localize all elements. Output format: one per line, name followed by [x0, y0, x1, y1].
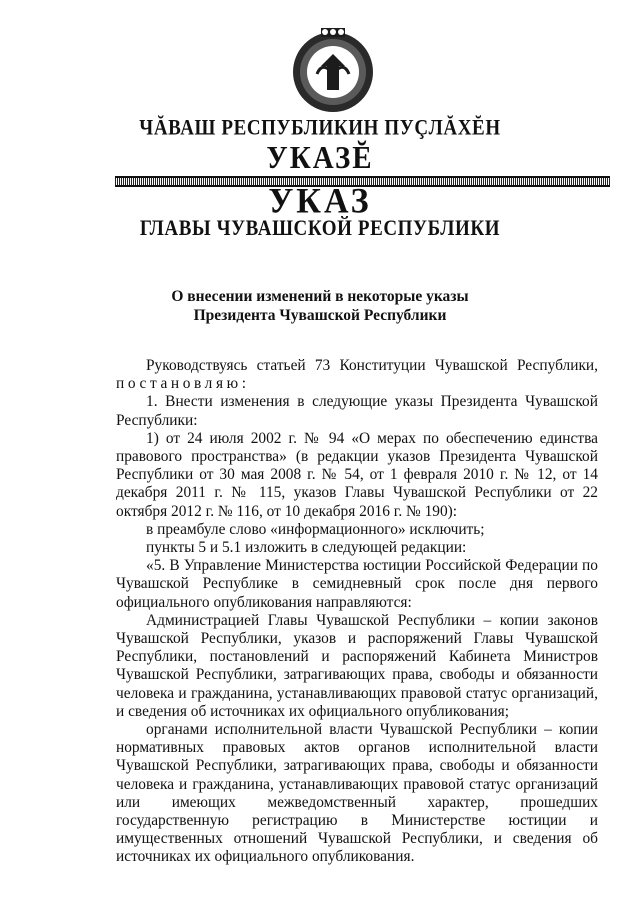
- decree-body: [116, 357, 598, 867]
- decree-label: УКАЗ: [268, 182, 372, 221]
- resolution-word: постановляю:: [116, 375, 250, 393]
- paragraph-administration: Администрацией Главы Чувашской Республики – копии законов Чувашской Республики, указов и распоряжений Главы Чувашской Республики, постановлений и распоряжений Кабинета Министров Чувашской Республики, затрагивающих права, свободы и обязанности человека и гражданина, устанавливающих правовой статус организаций, и сведения об источниках их официального опубликования;: [116, 611, 598, 720]
- paragraph-subitem-1: 1) от 24 июля 2002 г. № 94 «О мерах по обеспечению единства правового пространства» (в редакции указов Президента Чувашской Республики от 30 мая 2008 г. № 54, от 1 февраля 2010 г. № 12, от 14 декабря 2011 г. № 115, указов Главы Чувашской Республики от 22 октября 2012 г. № 116, от 10 декабря 2016 г. № 190):: [116, 429, 598, 520]
- paragraph-item-1: 1. Внести изменения в следующие указы Президента Чувашской Республики:: [116, 393, 598, 429]
- chuvash-title: ЧĂВАШ РЕСПУБЛИКИН ПУÇЛĂХĔН: [139, 116, 501, 141]
- subject-line-1: О внесении изменений в некоторые указы: [171, 288, 469, 305]
- paragraph-preamble-change: в преамбуле слово «информационного» исключить;: [146, 520, 485, 538]
- chuvash-decree-label: УКАЗĔ: [266, 140, 374, 176]
- preamble-text: Руководствуясь статьей 73 Конституции Чувашской Республики,: [146, 357, 598, 374]
- paragraph-executive-bodies: органами исполнительной власти Чувашской Республики – копии нормативных правовых актов органов исполнительной власти Чувашской Республики, затрагивающих права, свободы и обязанности человека и гражданина, устанавливающих правовой статус организаций или имеющих межведомственный характер, прошедших государственную регистрацию в Министерстве юстиции и имущественных отношений Чувашской Республики, и сведения об источниках их официального опубликования.: [116, 721, 598, 866]
- decree-subject: [0, 287, 640, 325]
- coat-of-arms-emblem: [287, 24, 379, 116]
- subject-line-2: Президента Чувашской Республики: [193, 307, 447, 324]
- paragraph-points-change: пункты 5 и 5.1 изложить в следующей редакции:: [146, 539, 467, 557]
- issuer-title: ГЛАВЫ ЧУВАШСКОЙ РЕСПУБЛИКИ: [139, 216, 501, 241]
- paragraph-point-5: «5. В Управление Министерства юстиции Российской Федерации по Чувашской Республике в семидневный срок после дня первого официального опубликования направляются:: [116, 557, 598, 611]
- paragraph-preamble: [116, 357, 598, 393]
